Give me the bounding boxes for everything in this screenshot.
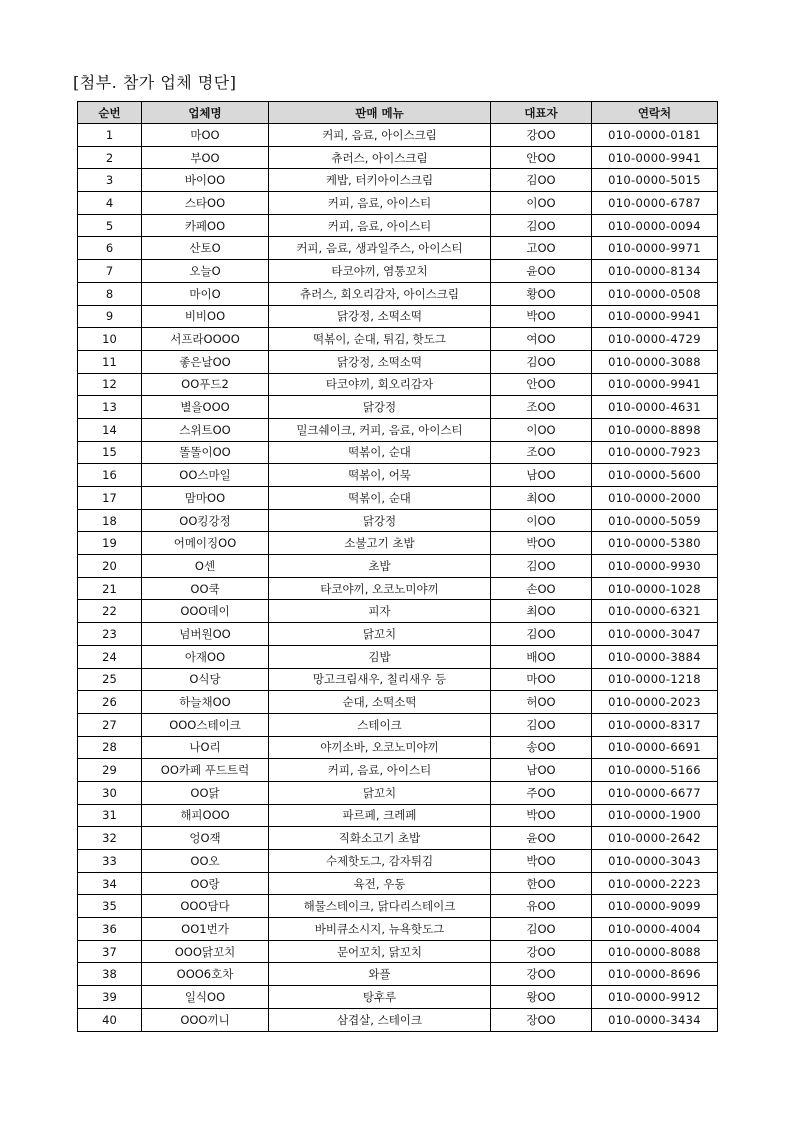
cell-number: 36 <box>78 918 142 941</box>
cell-number: 40 <box>78 1008 142 1031</box>
cell-contact: 010-0000-3047 <box>592 623 718 646</box>
cell-representative: 김OO <box>491 623 592 646</box>
document-title: [첨부. 참가 업체 명단] <box>73 73 237 92</box>
cell-number: 39 <box>78 986 142 1009</box>
cell-menu: 닭강정 <box>269 509 491 532</box>
cell-representative: 강OO <box>491 963 592 986</box>
cell-vendor-name: 부OO <box>142 146 269 169</box>
cell-number: 10 <box>78 328 142 351</box>
cell-contact: 010-0000-9099 <box>592 895 718 918</box>
cell-contact: 010-0000-9941 <box>592 373 718 396</box>
table-row <box>78 509 718 532</box>
cell-number: 17 <box>78 487 142 510</box>
cell-representative: 최OO <box>491 487 592 510</box>
cell-contact: 010-0000-5015 <box>592 169 718 192</box>
cell-contact: 010-0000-4729 <box>592 328 718 351</box>
cell-representative: 이OO <box>491 418 592 441</box>
cell-vendor-name: 서프라OOOO <box>142 328 269 351</box>
cell-contact: 010-0000-2023 <box>592 691 718 714</box>
cell-number: 26 <box>78 691 142 714</box>
cell-vendor-name: 마OO <box>142 124 269 147</box>
cell-vendor-name: OO스마일 <box>142 464 269 487</box>
cell-number: 5 <box>78 214 142 237</box>
cell-menu: 커피, 음료, 아이스티 <box>269 214 491 237</box>
cell-representative: 마OO <box>491 668 592 691</box>
cell-representative: 김OO <box>491 214 592 237</box>
cell-contact: 010-0000-8696 <box>592 963 718 986</box>
cell-contact: 010-0000-1218 <box>592 668 718 691</box>
cell-number: 15 <box>78 441 142 464</box>
cell-representative: 윤OO <box>491 260 592 283</box>
cell-representative: 송OO <box>491 736 592 759</box>
cell-number: 3 <box>78 169 142 192</box>
cell-menu: 와플 <box>269 963 491 986</box>
table-row <box>78 124 718 147</box>
table-row <box>78 192 718 215</box>
cell-vendor-name: 스위트OO <box>142 418 269 441</box>
table-row <box>78 282 718 305</box>
cell-menu: 커피, 음료, 생과일주스, 아이스티 <box>269 237 491 260</box>
table-row <box>78 940 718 963</box>
cell-number: 27 <box>78 713 142 736</box>
cell-contact: 010-0000-6691 <box>592 736 718 759</box>
table-row <box>78 464 718 487</box>
cell-number: 28 <box>78 736 142 759</box>
table-row <box>78 328 718 351</box>
cell-number: 13 <box>78 396 142 419</box>
cell-representative: 고OO <box>491 237 592 260</box>
cell-vendor-name: OOO끼니 <box>142 1008 269 1031</box>
cell-number: 4 <box>78 192 142 215</box>
table-row <box>78 418 718 441</box>
cell-menu: 타코야끼, 염통꼬치 <box>269 260 491 283</box>
cell-menu: 닭강정, 소떡소떡 <box>269 350 491 373</box>
cell-menu: 순대, 소떡소떡 <box>269 691 491 714</box>
header-number: 순번 <box>78 102 142 124</box>
cell-vendor-name: 똘똘이OO <box>142 441 269 464</box>
table-row <box>78 487 718 510</box>
cell-representative: 장OO <box>491 1008 592 1031</box>
cell-number: 37 <box>78 940 142 963</box>
cell-menu: 야끼소바, 오코노미야끼 <box>269 736 491 759</box>
cell-number: 31 <box>78 804 142 827</box>
cell-menu: 육전, 우동 <box>269 872 491 895</box>
cell-menu: 망고크림새우, 칠리새우 등 <box>269 668 491 691</box>
cell-vendor-name: OOO데이 <box>142 600 269 623</box>
cell-vendor-name: 해피OOO <box>142 804 269 827</box>
table-row <box>78 600 718 623</box>
cell-representative: 최OO <box>491 600 592 623</box>
cell-number: 22 <box>78 600 142 623</box>
table-body <box>78 124 718 1032</box>
cell-representative: 김OO <box>491 555 592 578</box>
table-row <box>78 691 718 714</box>
cell-contact: 010-0000-9930 <box>592 555 718 578</box>
cell-contact: 010-0000-7923 <box>592 441 718 464</box>
cell-vendor-name: OOO담다 <box>142 895 269 918</box>
cell-contact: 010-0000-0181 <box>592 124 718 147</box>
cell-number: 19 <box>78 532 142 555</box>
cell-contact: 010-0000-9912 <box>592 986 718 1009</box>
cell-number: 16 <box>78 464 142 487</box>
cell-menu: 바비큐소시지, 뉴욕핫도그 <box>269 918 491 941</box>
cell-contact: 010-0000-6677 <box>592 781 718 804</box>
cell-contact: 010-0000-3043 <box>592 850 718 873</box>
cell-representative: 안OO <box>491 373 592 396</box>
cell-representative: 박OO <box>491 850 592 873</box>
table-row <box>78 872 718 895</box>
cell-vendor-name: 엉O잭 <box>142 827 269 850</box>
cell-contact: 010-0000-4004 <box>592 918 718 941</box>
cell-contact: 010-0000-6321 <box>592 600 718 623</box>
table-row <box>78 645 718 668</box>
table-row <box>78 214 718 237</box>
header-contact: 연락처 <box>592 102 718 124</box>
cell-menu: 해물스테이크, 닭다리스테이크 <box>269 895 491 918</box>
cell-contact: 010-0000-5059 <box>592 509 718 532</box>
cell-menu: 닭강정 <box>269 396 491 419</box>
cell-menu: 김밥 <box>269 645 491 668</box>
cell-menu: 떡볶이, 어묵 <box>269 464 491 487</box>
cell-representative: 주OO <box>491 781 592 804</box>
cell-contact: 010-0000-3088 <box>592 350 718 373</box>
cell-menu: 초밥 <box>269 555 491 578</box>
cell-vendor-name: O센 <box>142 555 269 578</box>
cell-menu: 삼겹살, 스테이크 <box>269 1008 491 1031</box>
cell-representative: 남OO <box>491 759 592 782</box>
cell-vendor-name: 넘버원OO <box>142 623 269 646</box>
cell-menu: 츄러스, 회오리감자, 아이스크림 <box>269 282 491 305</box>
table-row <box>78 623 718 646</box>
cell-vendor-name: OO닭 <box>142 781 269 804</box>
cell-number: 21 <box>78 577 142 600</box>
cell-contact: 010-0000-2000 <box>592 487 718 510</box>
cell-contact: 010-0000-9941 <box>592 305 718 328</box>
cell-number: 9 <box>78 305 142 328</box>
cell-number: 30 <box>78 781 142 804</box>
cell-number: 33 <box>78 850 142 873</box>
cell-representative: 김OO <box>491 350 592 373</box>
cell-number: 20 <box>78 555 142 578</box>
cell-vendor-name: OOO스테이크 <box>142 713 269 736</box>
cell-menu: 커피, 음료, 아이스크림 <box>269 124 491 147</box>
cell-contact: 010-0000-6787 <box>592 192 718 215</box>
cell-number: 7 <box>78 260 142 283</box>
cell-representative: 황OO <box>491 282 592 305</box>
cell-vendor-name: OO랑 <box>142 872 269 895</box>
table-row <box>78 350 718 373</box>
table-row <box>78 781 718 804</box>
cell-contact: 010-0000-1900 <box>592 804 718 827</box>
cell-contact: 010-0000-3884 <box>592 645 718 668</box>
cell-contact: 010-0000-9971 <box>592 237 718 260</box>
cell-contact: 010-0000-0094 <box>592 214 718 237</box>
cell-representative: 강OO <box>491 124 592 147</box>
table-row <box>78 668 718 691</box>
vendor-roster-table <box>77 101 718 1032</box>
cell-menu: 츄러스, 아이스크림 <box>269 146 491 169</box>
cell-vendor-name: 별을OOO <box>142 396 269 419</box>
cell-menu: 타코야끼, 회오리감자 <box>269 373 491 396</box>
cell-vendor-name: OO오 <box>142 850 269 873</box>
cell-contact: 010-0000-8898 <box>592 418 718 441</box>
cell-representative: 강OO <box>491 940 592 963</box>
cell-representative: 박OO <box>491 305 592 328</box>
cell-contact: 010-0000-0508 <box>592 282 718 305</box>
cell-vendor-name: 산토O <box>142 237 269 260</box>
table-row <box>78 963 718 986</box>
cell-contact: 010-0000-2642 <box>592 827 718 850</box>
cell-representative: 이OO <box>491 192 592 215</box>
cell-representative: 조OO <box>491 441 592 464</box>
cell-number: 25 <box>78 668 142 691</box>
cell-contact: 010-0000-8088 <box>592 940 718 963</box>
cell-menu: 떡볶이, 순대, 튀김, 핫도그 <box>269 328 491 351</box>
table-row <box>78 169 718 192</box>
cell-menu: 닭강정, 소떡소떡 <box>269 305 491 328</box>
table-row <box>78 918 718 941</box>
cell-number: 23 <box>78 623 142 646</box>
cell-representative: 박OO <box>491 804 592 827</box>
cell-menu: 케밥, 터키아이스크림 <box>269 169 491 192</box>
cell-menu: 닭꼬치 <box>269 781 491 804</box>
cell-representative: 허OO <box>491 691 592 714</box>
cell-contact: 010-0000-8134 <box>592 260 718 283</box>
table-row <box>78 555 718 578</box>
table-row <box>78 577 718 600</box>
cell-menu: 닭꼬치 <box>269 623 491 646</box>
cell-representative: 배OO <box>491 645 592 668</box>
table-row <box>78 850 718 873</box>
cell-representative: 안OO <box>491 146 592 169</box>
cell-representative: 김OO <box>491 169 592 192</box>
cell-menu: 파르페, 크레페 <box>269 804 491 827</box>
cell-representative: 김OO <box>491 713 592 736</box>
cell-vendor-name: 일식OO <box>142 986 269 1009</box>
table-row <box>78 373 718 396</box>
header-menu: 판매 메뉴 <box>269 102 491 124</box>
cell-representative: 조OO <box>491 396 592 419</box>
cell-representative: 한OO <box>491 872 592 895</box>
cell-representative: 왕OO <box>491 986 592 1009</box>
cell-menu: 커피, 음료, 아이스티 <box>269 192 491 215</box>
cell-contact: 010-0000-9941 <box>592 146 718 169</box>
cell-contact: 010-0000-4631 <box>592 396 718 419</box>
cell-vendor-name: 좋은날OO <box>142 350 269 373</box>
cell-number: 18 <box>78 509 142 532</box>
cell-vendor-name: OO쿡 <box>142 577 269 600</box>
cell-vendor-name: OOO6호차 <box>142 963 269 986</box>
cell-number: 32 <box>78 827 142 850</box>
table-row <box>78 736 718 759</box>
table-row <box>78 713 718 736</box>
cell-number: 24 <box>78 645 142 668</box>
cell-vendor-name: 오늘O <box>142 260 269 283</box>
cell-vendor-name: OO푸드2 <box>142 373 269 396</box>
cell-representative: 유OO <box>491 895 592 918</box>
cell-vendor-name: 바이OO <box>142 169 269 192</box>
table-row <box>78 827 718 850</box>
table-row <box>78 532 718 555</box>
cell-vendor-name: 마이O <box>142 282 269 305</box>
cell-number: 6 <box>78 237 142 260</box>
cell-vendor-name: O식당 <box>142 668 269 691</box>
cell-vendor-name: 어메이징OO <box>142 532 269 555</box>
cell-number: 1 <box>78 124 142 147</box>
header-vendor-name: 업체명 <box>142 102 269 124</box>
cell-vendor-name: OO카페 푸드트럭 <box>142 759 269 782</box>
table-row <box>78 986 718 1009</box>
cell-vendor-name: 아재OO <box>142 645 269 668</box>
cell-representative: 이OO <box>491 509 592 532</box>
cell-number: 35 <box>78 895 142 918</box>
cell-number: 34 <box>78 872 142 895</box>
table-row <box>78 305 718 328</box>
table-row <box>78 895 718 918</box>
table-row <box>78 237 718 260</box>
cell-vendor-name: 나O리 <box>142 736 269 759</box>
cell-representative: 여OO <box>491 328 592 351</box>
cell-vendor-name: 스타OO <box>142 192 269 215</box>
cell-menu: 문어꼬치, 닭꼬치 <box>269 940 491 963</box>
cell-vendor-name: OO1번가 <box>142 918 269 941</box>
cell-contact: 010-0000-2223 <box>592 872 718 895</box>
header-row <box>78 102 718 124</box>
cell-representative: 윤OO <box>491 827 592 850</box>
cell-contact: 010-0000-5600 <box>592 464 718 487</box>
table-row <box>78 759 718 782</box>
header-representative: 대표자 <box>491 102 592 124</box>
cell-representative: 박OO <box>491 532 592 555</box>
cell-vendor-name: 카페OO <box>142 214 269 237</box>
cell-vendor-name: OO킹강정 <box>142 509 269 532</box>
cell-contact: 010-0000-5380 <box>592 532 718 555</box>
table-row <box>78 441 718 464</box>
cell-menu: 타코야끼, 오코노미야끼 <box>269 577 491 600</box>
cell-contact: 010-0000-1028 <box>592 577 718 600</box>
cell-vendor-name: 비비OO <box>142 305 269 328</box>
cell-number: 11 <box>78 350 142 373</box>
cell-menu: 떡볶이, 순대 <box>269 487 491 510</box>
table-row <box>78 1008 718 1031</box>
cell-number: 2 <box>78 146 142 169</box>
table-row <box>78 804 718 827</box>
cell-contact: 010-0000-3434 <box>592 1008 718 1031</box>
table-row <box>78 146 718 169</box>
cell-vendor-name: 맘마OO <box>142 487 269 510</box>
cell-menu: 소불고기 초밥 <box>269 532 491 555</box>
cell-contact: 010-0000-8317 <box>592 713 718 736</box>
cell-number: 29 <box>78 759 142 782</box>
cell-menu: 밀크쉐이크, 커피, 음료, 아이스티 <box>269 418 491 441</box>
cell-representative: 손OO <box>491 577 592 600</box>
cell-menu: 커피, 음료, 아이스티 <box>269 759 491 782</box>
table-header <box>78 102 718 124</box>
cell-number: 38 <box>78 963 142 986</box>
cell-menu: 떡볶이, 순대 <box>269 441 491 464</box>
cell-number: 8 <box>78 282 142 305</box>
cell-representative: 남OO <box>491 464 592 487</box>
cell-vendor-name: 하늘채OO <box>142 691 269 714</box>
cell-vendor-name: OOO닭꼬치 <box>142 940 269 963</box>
cell-menu: 탕후루 <box>269 986 491 1009</box>
cell-number: 14 <box>78 418 142 441</box>
cell-representative: 김OO <box>491 918 592 941</box>
cell-number: 12 <box>78 373 142 396</box>
table-row <box>78 260 718 283</box>
cell-menu: 피자 <box>269 600 491 623</box>
table-row <box>78 396 718 419</box>
cell-menu: 직화소고기 초밥 <box>269 827 491 850</box>
cell-menu: 수제핫도그, 감자튀김 <box>269 850 491 873</box>
cell-menu: 스테이크 <box>269 713 491 736</box>
cell-contact: 010-0000-5166 <box>592 759 718 782</box>
